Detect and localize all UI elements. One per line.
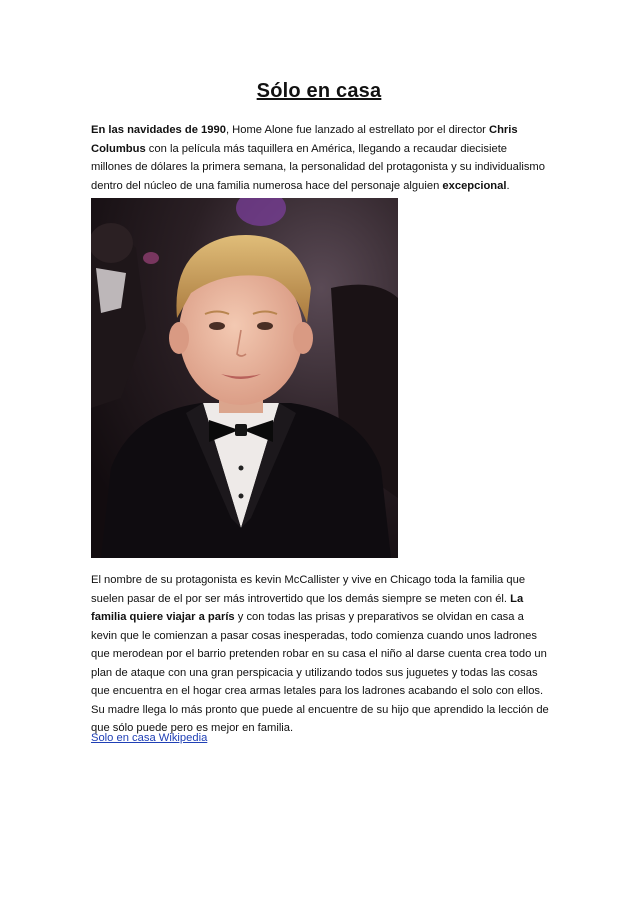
- document-title: Sólo en casa: [256, 80, 382, 102]
- intro-text-c: .: [506, 179, 510, 192]
- actor-photo-illustration: [91, 198, 398, 558]
- intro-text-b: con la película más taquillera en América, llegando a recaudar diecisiete millones de dólares la primera semana, la personalidad del protagonista y su individualismo dentro del núcleo de una familia numerosa hace del personaje alguien: [91, 142, 545, 192]
- actor-photo: [91, 198, 398, 558]
- director-name: Chris Columbus: [91, 124, 518, 155]
- plot-highlight: La familia quiere viajar a parís: [91, 592, 524, 623]
- release-date-text: En las navidades de 1990: [91, 124, 226, 136]
- intro-text-a: , Home Alone fue lanzado al estrellato por el director: [225, 124, 490, 136]
- highlight-word: excepcional: [442, 179, 507, 192]
- intro-paragraph: [91, 121, 549, 195]
- wikipedia-link[interactable]: Solo en casa Wikipedia: [91, 732, 208, 744]
- plot-text-b: y con todas las prisas y preparativos se olvidan en casa a kevin que le comienzan a pasar cosas inesperadas, todo comienza cuando unos ladrones que merodean por el barrio pretenden robar en su casa el niño al darse cuenta crea todo un plan de ataque con una gran perspicacia y utilizando todos sus juguetes y todas las cosas que encuentra en el hogar crea armas letales para los ladrones acabando el solo con ellos. Su madre llega lo más pronto que puede al encuentre de su hijo que aprendido la lección de que sólo puede pero es mejor en familia.: [91, 611, 549, 734]
- plot-text-a: El nombre de su protagonista es kevin McCallister y vive en Chicago toda la familia que suelen pasar de el por ser más introvertido que los demás siempre se meten con él.: [91, 574, 526, 605]
- plot-paragraph: [91, 571, 549, 738]
